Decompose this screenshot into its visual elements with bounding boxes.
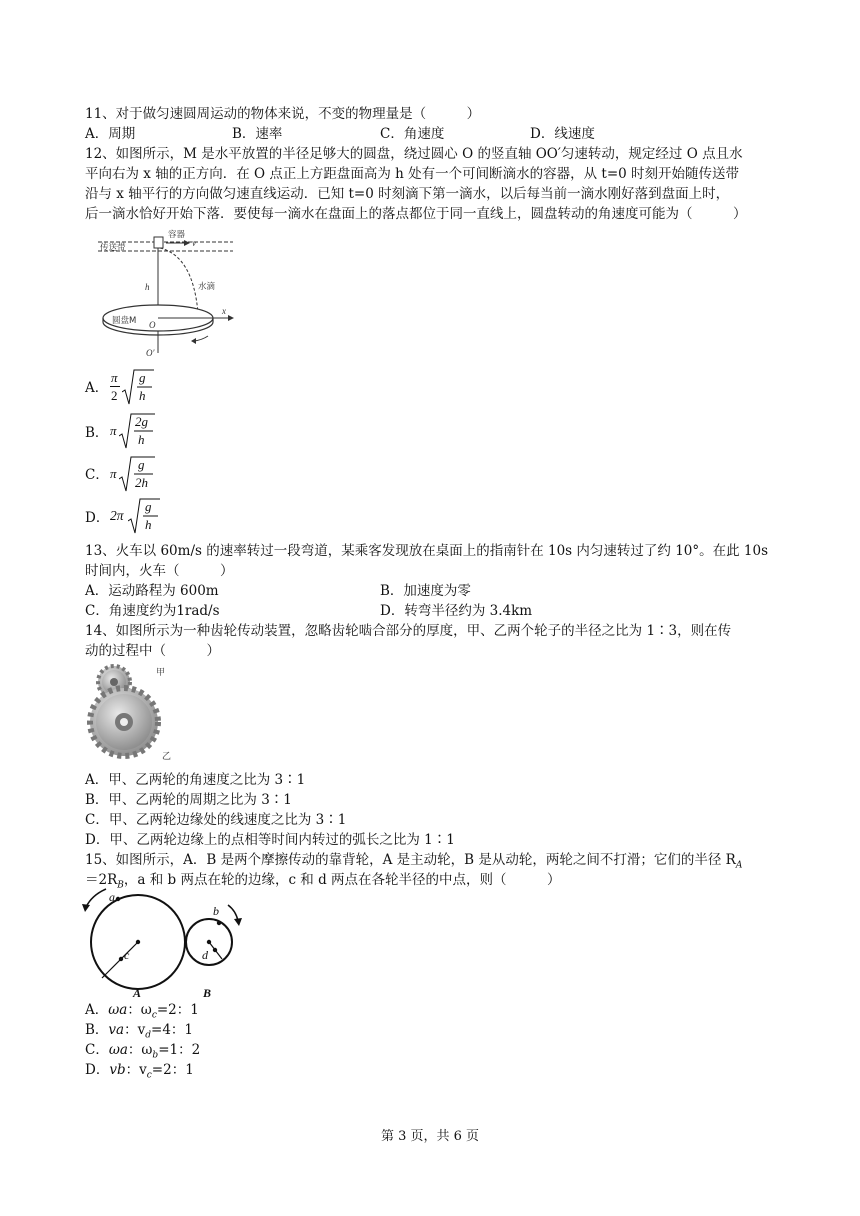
q12-stem-line-2: 平向右为 x 轴的正方向．在 O 点正上方距盘面高为 h 处有一个可间断滴水的容器，从 t=0 时刻开始随传送带 — [85, 166, 740, 182]
q12-container-label: 容器 — [168, 230, 186, 240]
q12-option-d-formula: 2π g h — [108, 497, 168, 537]
q14-jia-label: 甲 — [156, 668, 166, 678]
q14-option-c: C．甲、乙两轮边缘处的线速度之比为 3∶1 — [85, 812, 347, 828]
q12-v-label: v — [192, 238, 196, 248]
q12-option-c-label: C． — [85, 467, 109, 483]
wheel-a — [91, 895, 185, 989]
q12-option-c-formula: π g 2h — [108, 455, 158, 495]
q12-option-b-formula: π 2g h — [108, 412, 158, 452]
q13-option-a: A．运动路程为 600m — [85, 583, 219, 599]
q12-figure — [98, 228, 238, 360]
q14-option-d: D．甲、乙两轮边缘上的点相等时间内转过的弧长之比为 1∶1 — [85, 832, 455, 848]
q14-stem-line-1: 14、如图所示为一种齿轮传动装置，忽略齿轮啮合部分的厚度，甲、乙两个轮子的半径之比为 1∶3，则在传 — [85, 623, 732, 639]
q11-stem: 11、对于做匀速圆周运动的物体来说，不变的物理量是（ ） — [85, 106, 481, 122]
q15-stem-line-2: $=2R_B$，a 和 b 两点在轮的边缘，c 和 d 两点在各轮半径的中点，则（ ） — [85, 872, 561, 891]
q15-wheel-b-label: B — [203, 986, 212, 1000]
q14-option-a: A．甲、乙两轮的角速度之比为 3∶1 — [85, 772, 306, 788]
q15-option-b: B．va：$v_d=4$：1 — [85, 1022, 194, 1041]
container-icon — [154, 237, 163, 248]
wheel-b — [186, 919, 232, 965]
q15-point-c-label: c — [124, 948, 130, 962]
q12-stem-line-4: 后一滴水恰好开始下落．要使每一滴水在盘面上的落点都位于同一直线上，圆盘转动的角速度可能为（ ） — [85, 206, 747, 222]
q11-option-c: C．角速度 — [380, 126, 445, 142]
q14-stem-line-2: 动的过程中（ ） — [85, 643, 220, 659]
large-gear-icon — [90, 688, 158, 756]
q15-option-a: A．ωa：$\omega_c=2$：1 — [85, 1002, 199, 1021]
q12-drop-label: 水滴 — [198, 282, 216, 292]
q12-o-label: O — [149, 320, 156, 330]
q12-belt-label: 传送带 — [100, 243, 126, 253]
q14-option-b: B．甲、乙两轮的周期之比为 3∶1 — [85, 792, 292, 808]
q12-disk-label: 圆盘M — [112, 316, 137, 326]
q15-option-c: C．ωa：$\omega_b=1$：2 — [85, 1042, 201, 1061]
q15-point-a-label: a — [109, 890, 115, 904]
q12-option-a-formula: π 2 g h — [108, 368, 158, 408]
q12-o-prime-label: O′ — [146, 348, 155, 358]
q12-stem-line-3: 沿与 x 轴平行的方向做匀速直线运动．已知 t=0 时刻滴下第一滴水，以后每当前一滴水刚好落到盘面上时， — [85, 186, 730, 202]
q13-stem-line-1: 13、火车以 60m/s 的速率转过一段弯道，某乘客发现放在桌面上的指南针在 10s 内匀速转过了约 10°。在此 10s — [85, 543, 769, 559]
q12-option-b-label: B． — [85, 425, 109, 441]
page-footer: 第 3 页，共 6 页 — [380, 1129, 480, 1144]
q15-wheel-a-label: A — [133, 986, 142, 1000]
q12-option-a-label: A． — [85, 380, 109, 396]
q12-h-label: h — [145, 282, 150, 292]
q12-stem-line-1: 12、如图所示，M 是水平放置的半径足够大的圆盘，绕过圆心 O 的竖直轴 OO′匀速转动，规定经过 O 点且水 — [85, 146, 743, 162]
q13-stem-line-2: 时间内，火车（ ） — [85, 563, 234, 579]
q15-point-d-label: d — [202, 948, 208, 962]
q11-option-b: B．速率 — [232, 126, 283, 142]
q14-gear-figure — [84, 660, 174, 764]
q11-option-a: A．周期 — [85, 126, 136, 142]
q15-option-d: D．vb：$v_c=2$：1 — [85, 1062, 194, 1081]
q13-option-d: D．转弯半径约为 3.4km — [380, 603, 533, 619]
q11-option-d: D．线速度 — [530, 126, 595, 142]
q15-wheels-figure — [80, 885, 250, 1000]
rotation-arrow-b-icon — [228, 905, 238, 921]
rotation-arrow-a-icon — [86, 889, 106, 907]
q13-option-b: B．加速度为零 — [380, 583, 471, 599]
q15-point-b-label: b — [213, 904, 219, 918]
q14-yi-label: 乙 — [162, 752, 172, 762]
q13-option-c: C．角速度约为1rad/s — [85, 603, 220, 619]
q12-x-label: x — [222, 306, 226, 316]
q15-stem-line-1: 15、如图所示，A．B 是两个摩擦传动的靠背轮，A 是主动轮，B 是从动轮，两轮之间不打滑；它们的半径 $R_A$ — [85, 852, 743, 871]
q12-option-d-label: D． — [85, 510, 110, 526]
